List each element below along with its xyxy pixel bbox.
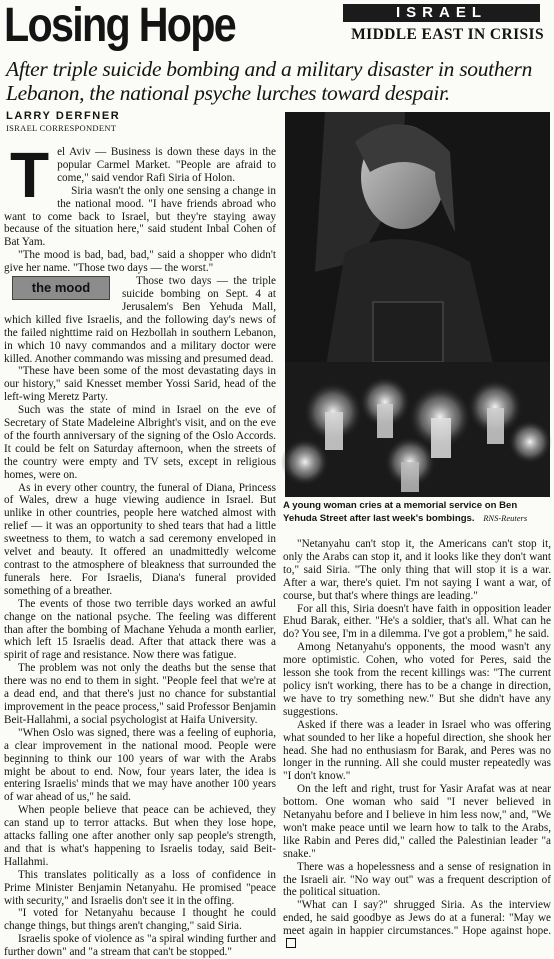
- paragraph: "These have been some of the most devastating days in our history," said Knesset member Yossi Sarid, head of the left-wing Meretz Party.: [4, 365, 276, 404]
- paragraph: "When Oslo was signed, there was a feeling of euphoria, a clear improvement in the national mood. People were beginning to think our 100 years of war with the Arabs might be about to end. Now, four years later, the idea is entering Israelis' minds that we may have another 100 years of war ahead of us," he said.: [4, 726, 276, 804]
- paragraph: Asked if there was a leader in Israel who was offering what sounded to her like a hopeful direction, she shook her head. She had no enthusiasm for Barak, and Peres was no longer in the running. All she could muster repeatedly was "I don't know.": [283, 718, 551, 783]
- paragraph: "I voted for Netanyahu because I thought he could change things, but things aren't changing," said Siria.: [4, 907, 276, 933]
- paragraph: [4, 275, 276, 365]
- paragraph-text: "What can I say?" shrugged Siria. As the interview ended, he said goodbye as Jews do at a funeral: "May we meet again in happier circumstances." Hope against hope.: [283, 899, 551, 938]
- paragraph: The events of those two terrible days worked an awful change on the national psyche. The feeling was different than after the bombing of Machane Yehuda a month earlier, which left 15 Israelis dead. After that attack there was a spirit of rage and resistance. Now there was fatigue.: [4, 597, 276, 662]
- paragraph: Israelis spoke of violence as "a spiral winding further and further down" and "a stream that can't be stopped.": [4, 933, 276, 959]
- paragraph: Among Netanyahu's opponents, the mood wasn't any more optimistic. Cohen, who voted for Peres, said the lesson she took from the recent killings was: "The current policy isn't working, there has to be a change in direction, we have to try something new." But she didn't have any suggestions.: [283, 641, 551, 718]
- paragraph: There was a hopelessness and a sense of resignation in the Israeli air. "No way out" was a frequent description of the political situation.: [283, 860, 551, 899]
- section-tag: ISRAEL: [343, 4, 540, 22]
- byline-title: ISRAEL CORRESPONDENT: [6, 123, 117, 133]
- article-column-left: [4, 139, 276, 959]
- book-shape: [373, 302, 443, 362]
- paragraph-text: Those two days — the triple suicide bombing on Sept. 4 at Jerusalem's Ben Yehuda Mall, which killed five Israelis, and the following day's news of the failed nighttime raid on Hezbollah in southern Lebanon, in which 10 navy commandos and a military doctor were killed. Another commando was missing and presumed dead.: [4, 275, 276, 365]
- paragraph: For all this, Siria doesn't have faith in opposition leader Ehud Barak, either. "He's a soldier, that's all. What can he do? You see, I'm in a dilemma. I've got a problem," he said.: [283, 602, 551, 641]
- paragraph: "The mood is bad, bad, bad," said a shopper who didn't give her name. "Those two days — the worst.": [4, 249, 276, 275]
- paragraph: On the left and right, trust for Yasir Arafat was at near bottom. One woman who said "I never believed in Netanyahu before and I believe in him less now," and, "We won't make peace until we learn how to talk to the Arabs, like Rabin and Peres did," called the Palestinian leader "a snake.": [283, 783, 551, 860]
- paragraph: This translates politically as a loss of confidence in Prime Minister Benjamin Netanyahu. He promised "peace with security," and Israelis don't see it in the offing.: [4, 868, 276, 907]
- photo-caption: [283, 500, 551, 525]
- memorial-photo: [285, 112, 550, 497]
- article-column-right: [283, 538, 551, 938]
- paragraph: When people believe that peace can be achieved, they can stand up to terror attacks. But when they lose hope, attacks falling one after another only sap people's strength, and that is what's happening to Israelis today, said Beit-Hallahmi.: [4, 804, 276, 868]
- paragraph: "Netanyahu can't stop it, the Americans can't stop it, only the Arabs can stop it, and it looks like they don't want to," said Siria. "The only thing that will stop it is a war. After a war, there's quiet. I'm not saying I want a war, of course, but that's where things are leading.": [283, 538, 551, 602]
- byline-name: LARRY DERFNER: [6, 110, 121, 122]
- paragraph: Such was the state of mind in Israel on the eve of Secretary of State Madeleine Albright's visit, and on the eve of the fourth anniversary of the signing of the Oslo Accords. It could be felt on Saturday afternoon, when the streets of the country were empty and TV sets, except in religious homes, were on.: [4, 404, 276, 481]
- paragraph: The problem was not only the deaths but the sense that there was no end to them in sight. "People feel that we're at a dead end, and that there's just no chance for substantial improvement in the peace process," said Professor Benjamin Beit-Hallahmi, a social psychologist at Haifa University.: [4, 662, 276, 726]
- paragraph: [283, 899, 551, 952]
- caption-text: A young woman cries at a memorial service on Ben Yehuda Street after last week's bombings.: [283, 500, 518, 524]
- paragraph-text: el Aviv — Business is down these days in the popular Carmel Market. "People are afraid to come," said vendor Rafi Siria of Holon.: [57, 146, 276, 184]
- end-mark-icon: [286, 938, 296, 948]
- paragraph: Siria wasn't the only one sensing a change in the national mood. "I have friends abroad who want to come back to Israel, but they're staying away because of the situation here," said student Inbal Cohen of Bat Yam.: [4, 184, 276, 249]
- photo-illustration: [285, 112, 550, 497]
- drop-cap: T: [10, 139, 50, 211]
- section-subtitle: MIDDLE EAST IN CRISIS: [351, 26, 544, 43]
- paragraph: [4, 139, 276, 211]
- paragraph: As in every other country, the funeral of Diana, Princess of Wales, drew a huge viewing audience in Israel. But unlike in other countries, people here watched almost with relief — it was an opportunity to shed tears that had a little sweetness to them, to watch a sad ceremony enveloped in velvet and beauty. It offered an unadmittedly welcome contrast to the atmosphere of bleakness that surrounded the funerals here. For Israelis, Diana's funeral provided something of a breather.: [4, 481, 276, 597]
- headline: Losing Hope: [4, 0, 236, 52]
- photo-credit: RNS-Reuters: [483, 513, 528, 523]
- mood-badge: the mood: [12, 276, 110, 300]
- deck: After triple suicide bombing and a military disaster in southern Lebanon, the national psyche lurches toward despair.: [6, 57, 533, 105]
